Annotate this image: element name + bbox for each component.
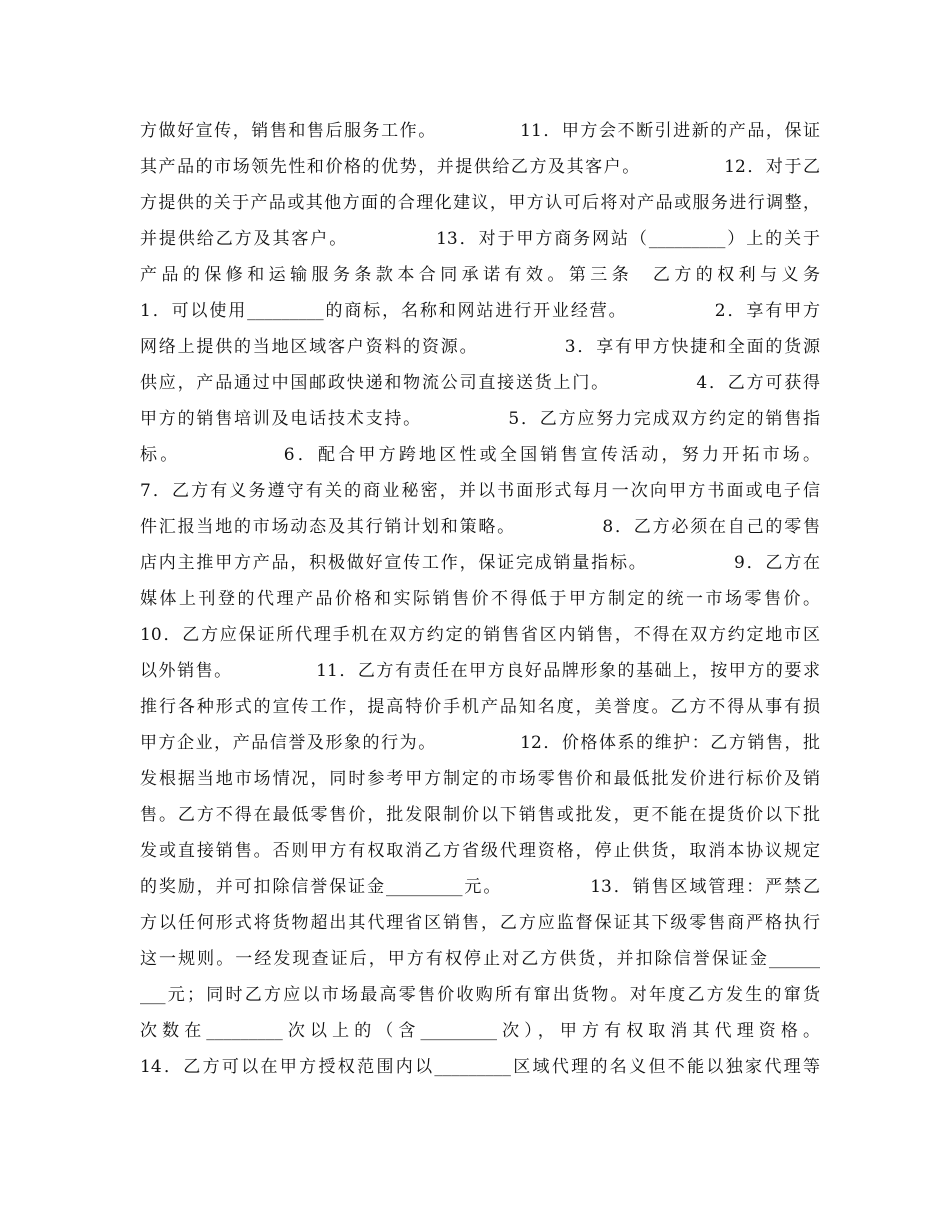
text-line: 甲方企业，产品信誉及形象的行为。 12．价格体系的维护：乙方销售，批: [140, 733, 820, 753]
text-line: 件汇报当地的市场动态及其行销计划和策略。 8．乙方必须在自己的零售: [140, 517, 820, 537]
text-line: 推行各种形式的宣传工作，提高特价手机产品知名度，美誉度。乙方不得从事有损: [140, 697, 820, 717]
text-line: ___元；同时乙方应以市场最高零售价收购所有窜出货物。对年度乙方发生的窜货: [140, 985, 820, 1005]
text-line: 这一规则。一经发现查证后，甲方有权停止对乙方供货，并扣除信誉保证金______: [140, 949, 820, 969]
text-line: 发根据当地市场情况，同时参考甲方制定的市场零售价和最低批发价进行标价及销: [140, 769, 820, 789]
text-line: 方以任何形式将货物超出其代理省区销售，乙方应监督保证其下级零售商严格执行: [140, 913, 820, 933]
text-line: 14．乙方可以在甲方授权范围内以_________区域代理的名义但不能以独家代理等: [140, 1057, 820, 1077]
text-line: 方提供的关于产品或其他方面的合理化建议，甲方认可后将对产品或服务进行调整，: [140, 193, 820, 213]
text-line: 店内主推甲方产品，积极做好宣传工作，保证完成销量指标。 9．乙方在: [140, 553, 820, 573]
text-line: 10．乙方应保证所代理手机在双方约定的销售省区内销售，不得在双方约定地市区: [140, 625, 820, 645]
text-line: 7．乙方有义务遵守有关的商业秘密，并以书面形式每月一次向甲方书面或电子信: [140, 481, 820, 501]
text-line: 售。乙方不得在最低零售价，批发限制价以下销售或批发，更不能在提货价以下批: [140, 805, 820, 825]
text-line: 甲方的销售培训及电话技术支持。 5．乙方应努力完成双方约定的销售指: [140, 409, 820, 429]
text-line: 1．可以使用_________的商标，名称和网站进行开业经营。 2．享有甲方: [140, 301, 820, 321]
text-line: 方做好宣传，销售和售后服务工作。 11．甲方会不断引进新的产品，保证: [140, 121, 820, 141]
text-line: 供应，产品通过中国邮政快递和物流公司直接送货上门。 4．乙方可获得: [140, 373, 820, 393]
text-line: 其产品的市场领先性和价格的优势，并提供给乙方及其客户。 12．对于乙: [140, 157, 820, 177]
text-line: 媒体上刊登的代理产品价格和实际销售价不得低于甲方制定的统一市场零售价。: [140, 589, 820, 609]
text-line: 以外销售。 11．乙方有责任在甲方良好品牌形象的基础上，按甲方的要求: [140, 661, 820, 681]
text-line: 网络上提供的当地区域客户资料的资源。 3．享有甲方快捷和全面的货源: [140, 337, 820, 357]
contract-text-block: [140, 113, 820, 1085]
text-line: 发或直接销售。否则甲方有权取消乙方省级代理资格，停止供货，取消本协议规定: [140, 841, 820, 861]
text-line: 标。 6．配合甲方跨地区性或全国销售宣传活动，努力开拓市场。: [140, 445, 820, 465]
text-line: 产品的保修和运输服务条款本合同承诺有效。第三条 乙方的权利与义务: [140, 265, 820, 285]
text-line: 次数在_________次以上的（含_________次），甲方有权取消其代理资格。: [140, 1021, 820, 1041]
text-line: 的奖励，并可扣除信誉保证金_________元。 13．销售区域管理：严禁乙: [140, 877, 820, 897]
text-line: 并提供给乙方及其客户。 13．对于甲方商务网站（_________）上的关于: [140, 229, 820, 249]
